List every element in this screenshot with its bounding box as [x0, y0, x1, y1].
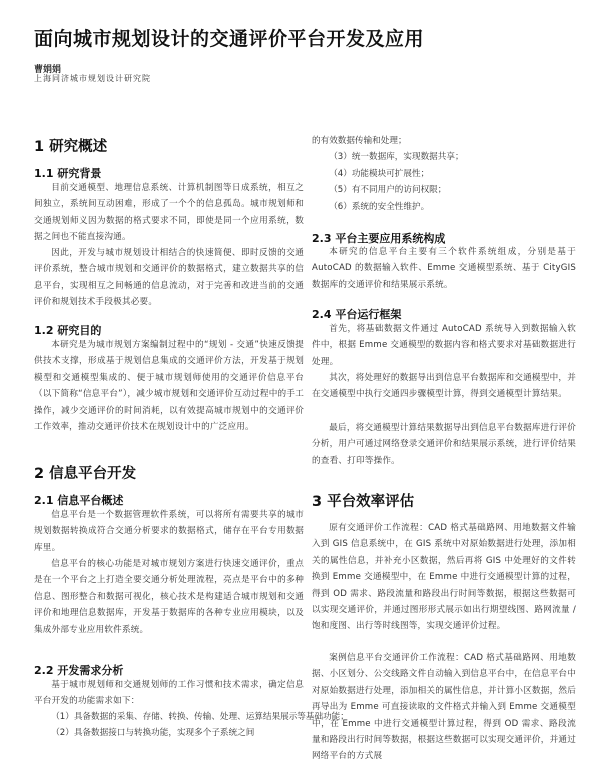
- section-3-paragraph-2: 案例信息平台交通评价工作流程：CAD 格式基础路网、用地数据、小区划分、公交线路文件自动输入到信息平台中，在信息平台中对原始数据进行处理，添加相关的属性信息，并计算小区数据，然后再导出为 Emme 可直接读取的文件格式并输入到 Emme 交通模型中，在 Emme 中进行交通模型计算过程，得到 OD 需求、路段流量和路段出行时间等数据，根据这些数据可以实现交通评价，并通过网络平台的方式展: [312, 653, 576, 762]
- requirements-list-right: [312, 133, 576, 215]
- section-2-2-paragraph-1: 基于城市规划师和交通规划师的工作习惯和技术需求，确定信息平台开发的功能需求如下：: [34, 680, 304, 707]
- list-item: （5）有不同用户的访问权限；: [329, 185, 447, 196]
- section-2-heading: 2 信息平台开发: [34, 466, 137, 482]
- section-2-1-paragraph-1: 信息平台是一个数据管理软件系统，可以将所有需要共享的城市规划数据转换成符合交通分析要求的数据格式，储存在平台专用数据库里。: [34, 510, 304, 553]
- list-item: （4）功能模块可扩展性；: [329, 168, 430, 179]
- section-2-1-heading: 2.1 信息平台概述: [34, 494, 124, 507]
- section-2-4-paragraph-3: 最后，将交通模型计算结果数据导出到信息平台数据库进行评价分析，用户可通过网络登录交通评价和结果展示系统，进行评价结果的查看、打印等操作。: [312, 423, 576, 466]
- section-1-1-heading: 1.1 研究背景: [34, 167, 102, 180]
- section-1-1-paragraph-2: 因此，开发与城市规划设计相结合的快速简便、即时反馈的交通评价系统，整合城市规划和交通评价的数据格式，建立数据共享的信息平台，实现相互之间畅通的信息流动，对于完善和改进当前的交通评价和规划技术手段极其必要。: [34, 248, 304, 308]
- paper-title: 面向城市规划设计的交通评价平台开发及应用: [34, 28, 425, 50]
- section-1-2-paragraph-1: 本研究是为城市规划方案编制过程中的“规划 - 交通”快速反馈提供技术支撑，形成基于规划信息集成的交通评价方法，开发基于规划模型和交通模型集成的、便于城市规划师使用的交通评价信息平台（以下简称“信息平台”），减少城市规划和交通评价互动过程中的手工操作，减少交通评价的时间消耗，以有效提高城市规划中的交通评价工作效率，推动交通评价技术在规划设计中的广泛应用。: [34, 340, 304, 433]
- list-item: （3）统一数据库，实现数据共享；: [329, 152, 464, 163]
- list-item: （1）具备数据的采集、存储、转换、传输、处理、运算结果展示等基础功能；: [51, 712, 349, 722]
- section-2-4-paragraph-1: 首先，将基础数据文件通过 AutoCAD 系统导入到数据输入软件中，根据 Emme 交通模型的数据内容和格式要求对基础数据进行处理。: [312, 324, 576, 367]
- section-1-2-heading: 1.2 研究目的: [34, 324, 102, 337]
- section-3-paragraph-1: 原有交通评价工作流程：CAD 格式基础路网、用地数据文件输入到 GIS 信息系统中，在 GIS 系统中对原始数据进行处理，添加相关的属性信息，并补充小区数据，然后再将 GIS 中处理好的文件转换到 Emme 交通模型中，在 Emme 中进行交通模型计算的过程，得到 OD 需求、路段流量和路段出行时间等数据，根据这些数据可以实现交通评价，并通过图形形式展示如出行期望线图、路网流量 / 饱和度图、出行等时线图等，实现交通评价过程。: [312, 523, 576, 632]
- section-2-2-heading: 2.2 开发需求分析: [34, 664, 124, 677]
- author-name: 曹娟娟: [34, 65, 62, 75]
- requirements-list-left: [34, 709, 349, 742]
- section-2-3-paragraph-1: 本研究的信息平台主要有三个软件系统组成，分别是基于 AutoCAD 的数据输入软件、Emme 交通模型系统、基于 CityGIS 数据库的交通评价和结果展示系统。: [312, 247, 576, 290]
- section-2-1-paragraph-2: 信息平台的核心功能是对城市规划方案进行快速交通评价，重点是在一个平台之上打造全要交通分析处理流程，亮点是平台中的多种信息、图形整合和数据可视化，核心技术是构建适合城市规划和交通评价和地理信息数据库，开发基于数据库的各种专业应用模块，以及集成外部专业应用软件系统。: [34, 559, 304, 635]
- section-1-1-paragraph-1: 目前交通模型、地理信息系统、计算机制图等日成系统，相互之间独立，系统间互动困难，形成了一个个的信息孤岛。城市规划师和交通规划师义因为数据的格式要求不同，即使是同一个应用系统，数据之间也不能直接沟通。: [34, 183, 304, 243]
- list-item: （2）具备数据接口与转换功能，实现多个子系统之间: [51, 728, 255, 739]
- list-item: 的有效数据传输和处理；: [312, 136, 407, 146]
- section-2-3-heading: 2.3 平台主要应用系统构成: [312, 232, 446, 245]
- section-2-4-paragraph-2: 其次，将处理好的数据导出到信息平台数据库和交通模型中，并在交通模型中执行交通四步骤模型计算，得到交通模型计算结果。: [312, 373, 576, 400]
- section-2-4-heading: 2.4 平台运行框架: [312, 308, 402, 321]
- author-affiliation: 上海同济城市规划设计研究院: [34, 74, 151, 83]
- list-item: （6）系统的安全性维护。: [329, 201, 430, 212]
- section-1-heading: 1 研究概述: [34, 139, 108, 155]
- section-3-heading: 3 平台效率评估: [312, 494, 415, 510]
